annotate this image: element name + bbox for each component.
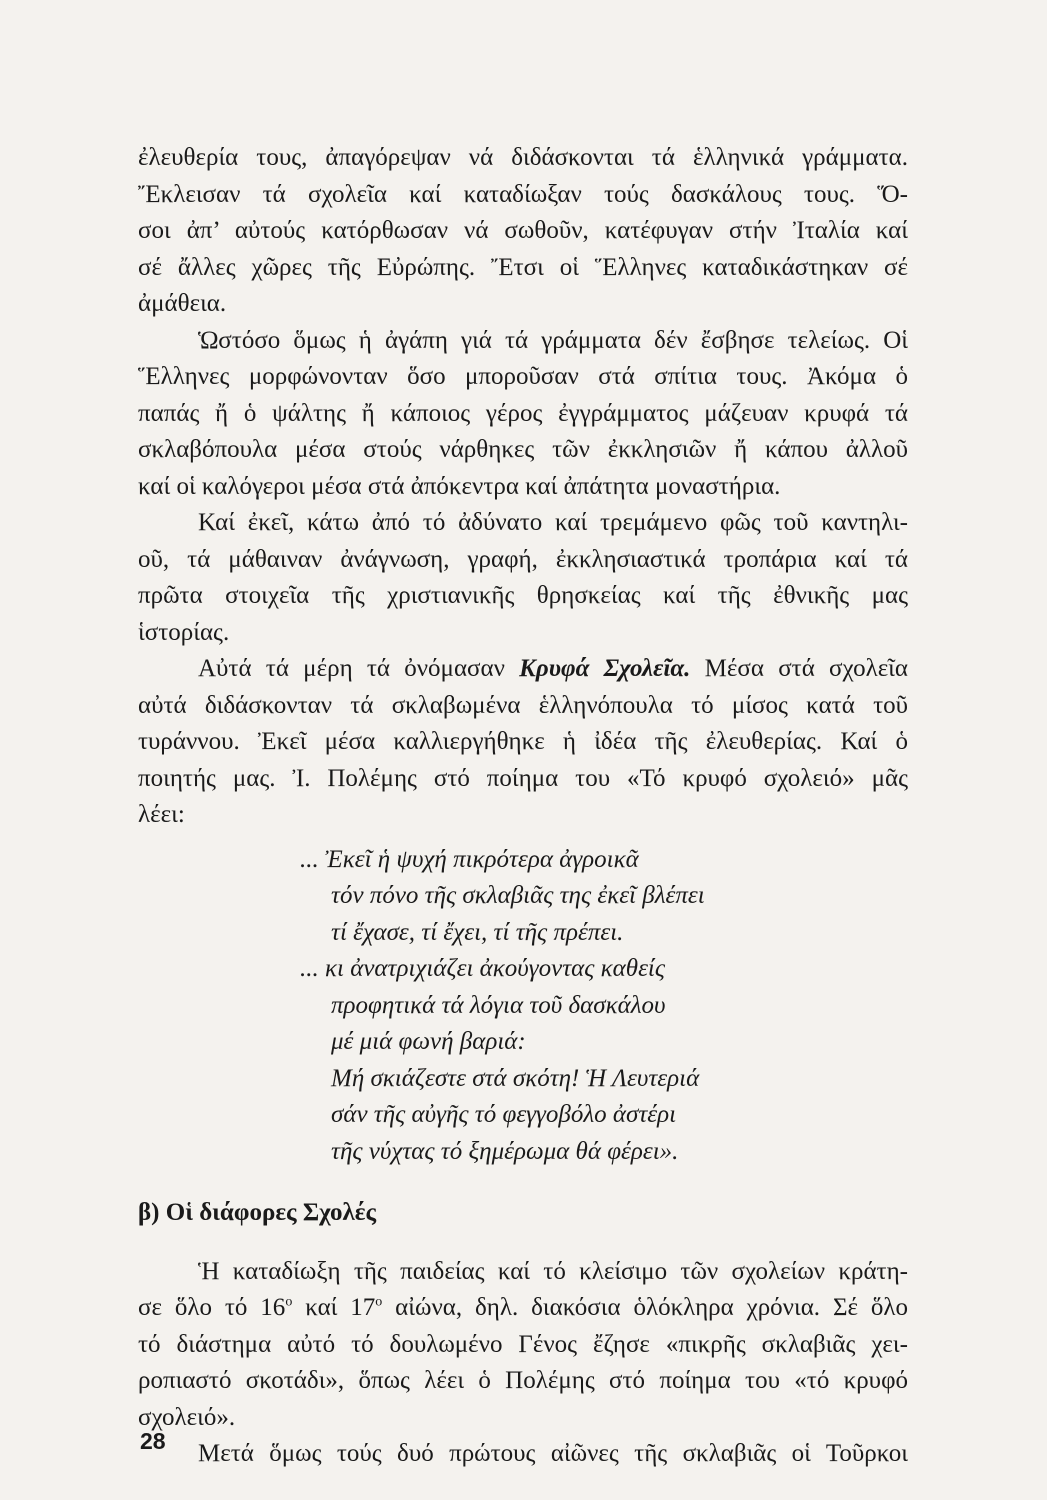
paragraph-2 bbox=[138, 323, 908, 506]
text-line: ἱστορίας. bbox=[138, 618, 230, 646]
poem-line: ... κι ἀνατριχιάζει ἀκούγοντας καθείς bbox=[300, 955, 666, 982]
poem-line: ... Ἐκεῖ ἡ ψυχή πικρότερα ἀγροικᾶ bbox=[300, 845, 639, 873]
poem-line: προφητικά τά λόγια τοῦ δασκάλου bbox=[331, 991, 666, 1019]
paragraph-1 bbox=[138, 140, 908, 323]
text-run: Μέσα στά σχολεῖα bbox=[690, 655, 908, 682]
text-line: Ἔκλεισαν τά σχολεῖα καί καταδίωξαν τούς δασκάλους τους. Ὅ- bbox=[138, 180, 908, 208]
text-line: σοι ἀπ’ αὐτούς κατόρθωσαν νά σωθοῦν, κατέφυγαν στήν Ἰταλία καί bbox=[138, 217, 908, 244]
poem-line: Μή σκιάζεστε στά σκότη! Ἡ Λευτεριά bbox=[331, 1064, 700, 1092]
section-heading: β) Οἱ διάφορες Σχολές bbox=[138, 1199, 377, 1226]
text-line: τό διάστημα αὐτό τό δουλωμένο Γένος ἔζησε «πικρῆς σκλαβιᾶς χει- bbox=[138, 1330, 908, 1358]
paragraph-4 bbox=[138, 651, 908, 834]
text-run: Αὐτά τά μέρη τά ὀνόμασαν bbox=[198, 655, 520, 682]
text-line: λέει: bbox=[138, 801, 185, 828]
text-line: ροπιαστό σκοτάδι», ὅπως λέει ὁ Πολέμης στό ποίημα του «τό κρυφό bbox=[138, 1367, 908, 1394]
text-line: ποιητής μας. Ἰ. Πολέμης στό ποίημα του «Τό κρυφό σχολειό» μᾶς bbox=[138, 764, 908, 792]
text-line: Ἕλληνες μορφώνονταν ὅσο μποροῦσαν στά σπίτια τους. Ἀκόμα ὁ bbox=[138, 363, 908, 390]
text-run: καί 17 bbox=[292, 1294, 376, 1321]
paragraph-3 bbox=[138, 505, 908, 651]
text-line: ἀμάθεια. bbox=[138, 290, 227, 317]
text-line: Ἡ καταδίωξη τῆς παιδείας καί τό κλείσιμο τῶν σχολείων κράτη- bbox=[198, 1257, 908, 1285]
poem-stanza-1 bbox=[300, 842, 908, 952]
superscript-ordinal: ο bbox=[375, 1294, 383, 1310]
paragraph-6 bbox=[138, 1436, 908, 1473]
paragraph-5 bbox=[138, 1254, 908, 1437]
text-line: Ὡστόσο ὅμως ἡ ἀγάπη γιά τά γράμματα δέν ἔσβησε τελείως. Οἱ bbox=[198, 326, 908, 354]
text-line: παπάς ἤ ὁ ψάλτης ἤ κάποιος γέρος ἐγγράμματος μάζευαν κρυφά τά bbox=[138, 399, 908, 427]
poem-line: τῆς νύχτας τό ξημέρωμα θά φέρει». bbox=[331, 1137, 679, 1165]
emphasis-krypha-scholeia: Κρυφά Σχολεῖα. bbox=[519, 655, 691, 682]
text-line: πρῶτα στοιχεῖα τῆς χριστιανικῆς θρησκείας καί τῆς ἐθνικῆς μας bbox=[138, 582, 908, 609]
text-line bbox=[138, 1290, 908, 1327]
text-line: τυράννου. Ἐκεῖ μέσα καλλιεργήθηκε ἡ ἰδέα τῆς ἐλευθερίας. Καί ὁ bbox=[138, 728, 908, 755]
text-run: αἰώνα, δηλ. διακόσια ὁλόκληρα χρόνια. Σέ ὅλο bbox=[382, 1294, 908, 1321]
poem-stanza-2 bbox=[300, 951, 908, 1170]
text-line: Μετά ὅμως τούς δυό πρώτους αἰῶνες τῆς σκλαβιᾶς οἱ Τοῦρκοι bbox=[198, 1440, 908, 1467]
poem-line: μέ μιά φωνή βαριά: bbox=[331, 1028, 526, 1055]
text-line: οῦ, τά μάθαιναν ἀνάγνωση, γραφή, ἐκκλησιαστικά τροπάρια καί τά bbox=[138, 545, 908, 573]
text-line: καί οἱ καλόγεροι μέσα στά ἀπόκεντρα καί ἀπάτητα μοναστήρια. bbox=[138, 472, 781, 500]
text-line: σκλαβόπουλα μέσα στούς νάρθηκες τῶν ἐκκλησιῶν ἤ κάπου ἀλλοῦ bbox=[138, 436, 908, 463]
poem-line: τόν πόνο τῆς σκλαβιᾶς της ἐκεῖ βλέπει bbox=[331, 882, 705, 909]
text-line: σχολειό». bbox=[138, 1403, 236, 1431]
text-line: σέ ἄλλες χῶρες τῆς Εὐρώπης. Ἔτσι οἱ Ἕλληνες καταδικάστηκαν σέ bbox=[138, 253, 908, 281]
page-number: 28 bbox=[140, 1428, 166, 1454]
poem-line: σάν τῆς αὐγῆς τό φεγγοβόλο ἀστέρι bbox=[331, 1101, 677, 1128]
text-line bbox=[138, 651, 908, 688]
text-line: Καί ἐκεῖ, κάτω ἀπό τό ἀδύνατο καί τρεμάμενο φῶς τοῦ καντηλι- bbox=[198, 509, 908, 536]
text-line: ἐλευθερία τους, ἀπαγόρεψαν νά διδάσκονται τά ἑλληνικά γράμματα. bbox=[138, 144, 908, 171]
page-body bbox=[138, 140, 908, 1473]
poem-quote bbox=[300, 842, 908, 1171]
text-run: σε ὅλο τό 16 bbox=[138, 1294, 286, 1321]
poem-line: τί ἔχασε, τί ἔχει, τί τῆς πρέπει. bbox=[331, 918, 624, 946]
superscript-ordinal: ο bbox=[285, 1294, 293, 1310]
text-line: αὐτά διδάσκονταν τά σκλαβωμένα ἑλληνόπουλα τό μίσος κατά τοῦ bbox=[138, 691, 908, 719]
